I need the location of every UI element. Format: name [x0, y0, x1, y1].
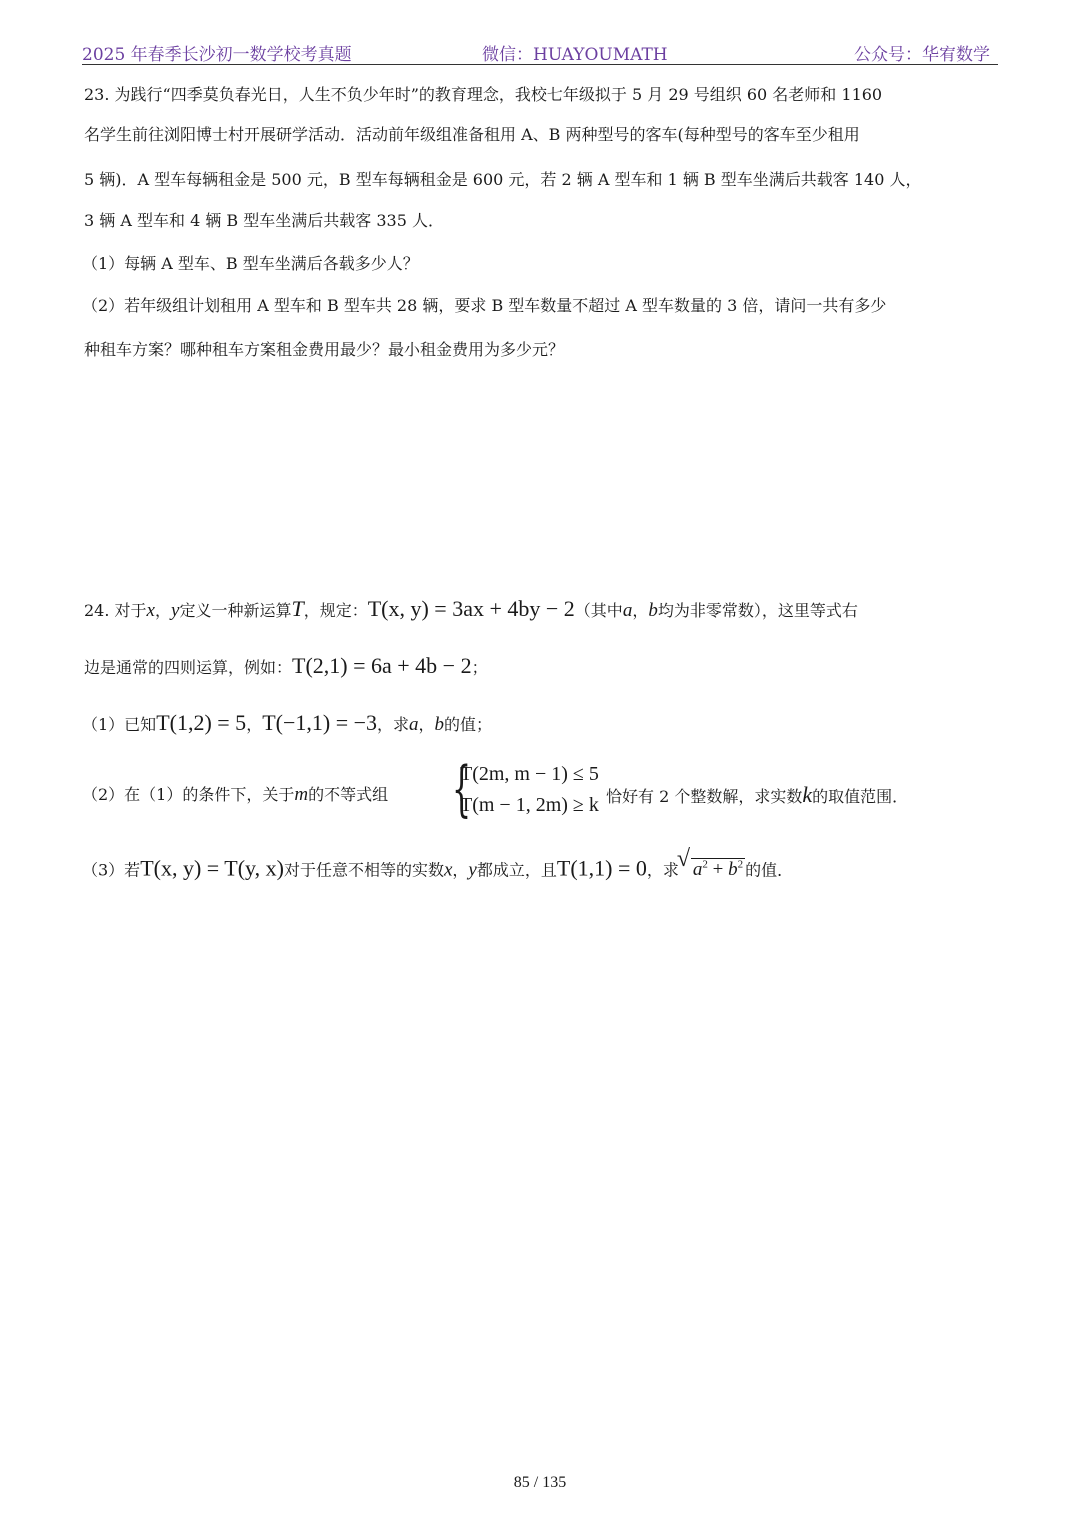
q24-p2-d: 的取值范围． [812, 787, 909, 806]
q23-line-4: 3 辆 A 型车和 4 辆 B 型车坐满后共载客 335 人． [84, 211, 444, 230]
q23-line-1: 23. 为践行“四季莫负春光日，人生不负少年时”的教育理念，我校七年级拟于 5 月 29 号组织 60 名老师和 1160 [84, 85, 883, 104]
q24-intro-d: （其中 [574, 601, 623, 620]
q24-p3-d: ，求 [646, 860, 679, 880]
q24-line-1: 24. 对于x，y定义一种新运算T，规定：T(x, y) = 3ax + 4by − 2（其中a，b均为非零常数），这里等式右 [84, 596, 858, 621]
q23-line-3: 5 辆)．A 型车每辆租金是 500 元，B 型车每辆租金是 600 元，若 2 辆 A 型车和 1 辆 B 型车坐满后共载客 140 人， [84, 170, 922, 189]
q24-p2-c: 恰好有 2 个整数解，求实数 [606, 787, 803, 806]
q24-p3-condition: T(1,1) = 0 [556, 855, 647, 881]
header-account: 公众号：华宥数学 [854, 45, 990, 65]
q24-p3-a: （3）若 [82, 860, 141, 880]
q24-p1-cond-2: T(−1,1) = −3 [262, 710, 378, 735]
q24-p3-c: 都成立，且 [476, 860, 557, 880]
left-brace-icon: { [452, 754, 472, 824]
q24-line-2-end: ； [471, 658, 488, 677]
q24-inequality-2: T(m − 1, 2m) ≥ k [460, 794, 599, 816]
page-number: 85 / 135 [513, 1474, 567, 1491]
q24-p1-c: 的值； [444, 715, 493, 734]
q24-p1-b: ，求 [377, 715, 410, 734]
q24-intro-a: 24. 对于 [84, 601, 147, 620]
q24-part-2-text-b: 恰好有 2 个整数解，求实数k的取值范围． [606, 782, 909, 807]
q24-part-1: （1）已知T(1,2) = 5，T(−1,1) = −3，求a，b的值； [82, 710, 493, 735]
header-wechat: 微信：HUAYOUMATH [482, 45, 668, 65]
q23-part-2-line-2: 种租车方案？哪种租车方案租金费用最少？最小租金费用为多少元？ [84, 340, 565, 359]
q23-line-2: 名学生前往浏阳博士村开展研学活动．活动前年级组准备租用 A、B 两种型号的客车(每种型号的客车至少租用 [84, 125, 860, 144]
q24-definition-formula: T(x, y) = 3ax + 4by − 2 [367, 596, 575, 621]
q24-p3-equation: T(x, y) = T(y, x) [140, 855, 284, 881]
q24-intro-b: 定义一种新运算 [179, 601, 292, 620]
q24-p3-b: 对于任意不相等的实数 [283, 860, 444, 880]
q24-inequality-system [452, 754, 612, 824]
q23-part-1: （1）每辆 A 型车、B 型车坐满后各载多少人？ [82, 254, 419, 273]
header-rule [82, 64, 998, 65]
q24-line-2-a: 边是通常的四则运算，例如： [84, 658, 293, 677]
q23-part-2-line-1: （2）若年级组计划租用 A 型车和 B 型车共 28 辆，要求 B 型车数量不超过 A 型车数量的 3 倍，请问一共有多少 [82, 296, 887, 315]
q24-intro-e: 均为非零常数），这里等式右 [657, 601, 858, 620]
q24-p1-a: （1）已知 [82, 715, 157, 734]
q24-sqrt-expression: √ $a^2 + b^2$ [681, 854, 745, 881]
q24-part-3: （3）若T(x, y) = T(y, x)对于任意不相等的实数x，y都成立，且T(1,1) = 0，求√ $a^2 + b^2$ 的值． [82, 854, 793, 881]
q24-intro-c: ，规定： [303, 601, 368, 620]
header-title: 2025 年春季长沙初一数学校考真题 [82, 45, 352, 65]
q24-part-2-text-a: （2）在（1）的条件下，关于m的不等式组 [82, 784, 389, 805]
q24-p1-cond-1: T(1,2) = 5 [156, 710, 247, 735]
q24-inequality-1: T(2m, m − 1) ≤ 5 [460, 763, 599, 785]
page-header [82, 38, 998, 64]
q24-line-2 [84, 655, 488, 679]
q24-p2-a: （2）在（1）的条件下，关于 [82, 785, 295, 804]
q24-example-formula: T(2,1) = 6a + 4b − 2 [292, 653, 472, 678]
q24-p2-b: 的不等式组 [308, 785, 389, 804]
q24-p3-e: 的值． [745, 860, 794, 880]
